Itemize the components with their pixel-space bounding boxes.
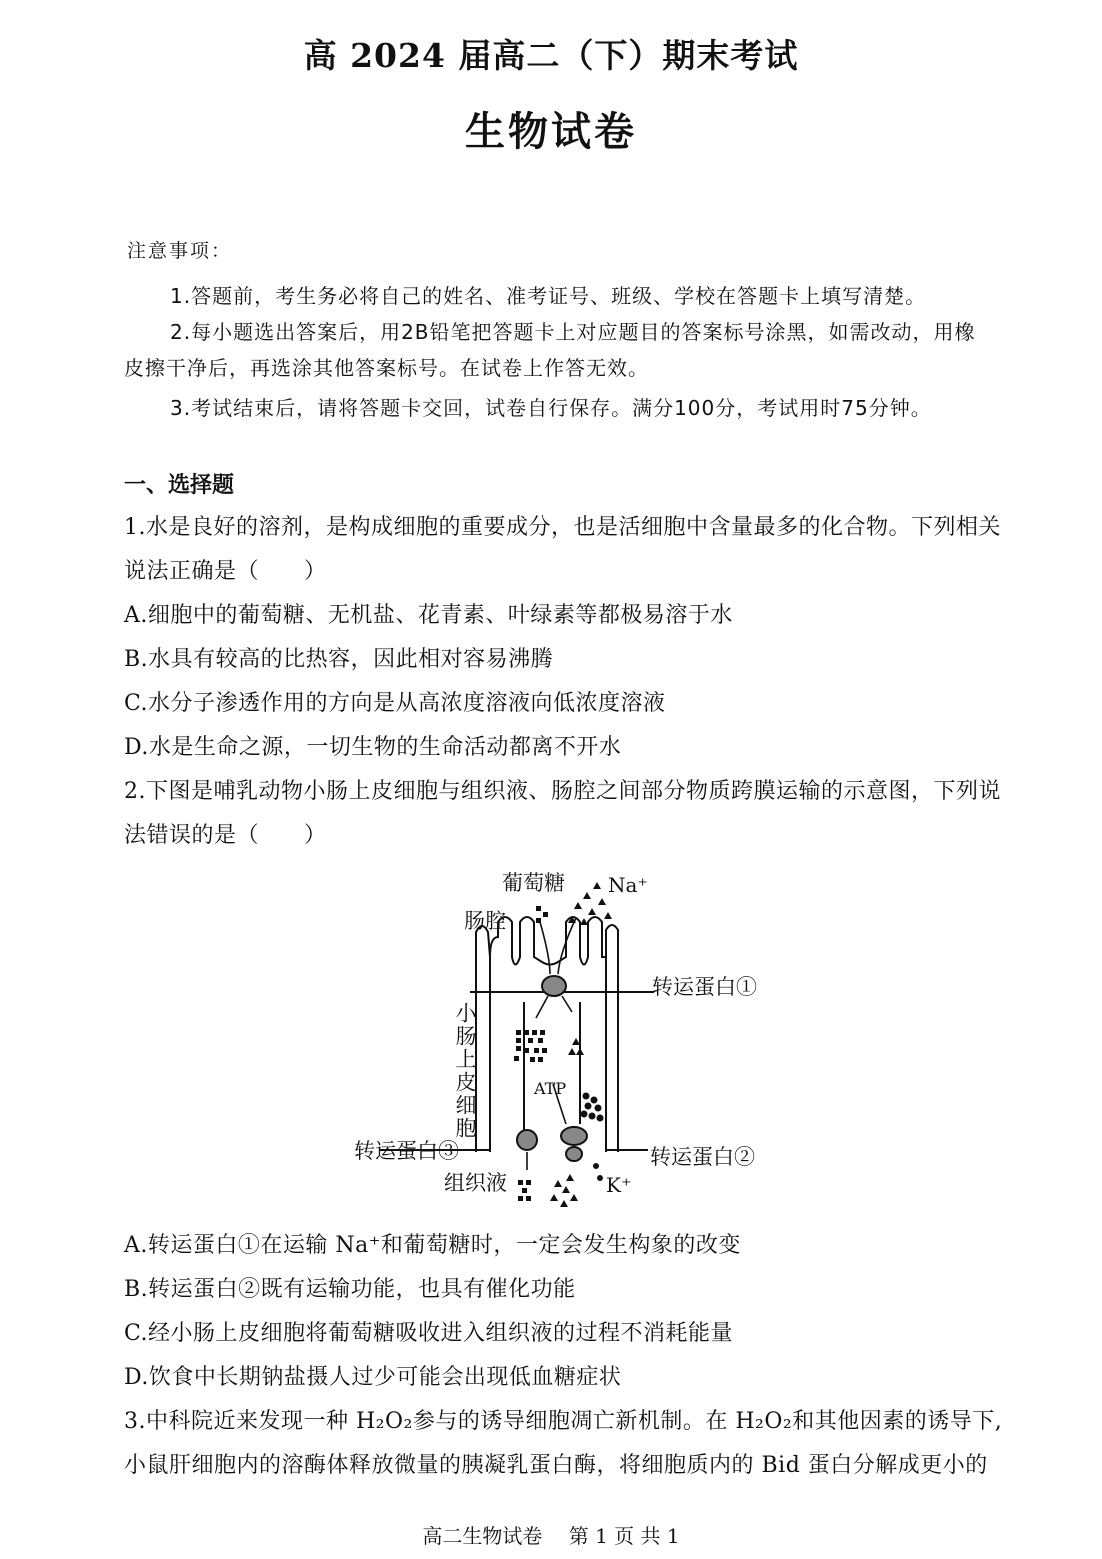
section-title: 一、选择题 bbox=[124, 472, 235, 498]
cell-label: 小肠上皮细胞 bbox=[453, 1002, 477, 1140]
atp-label: ATP bbox=[534, 1079, 567, 1098]
note-item-2: 2.每小题选出答案后，用2B铅笔把答题卡上对应题目的答案标号涂黑，如需改动，用橡 bbox=[170, 320, 976, 344]
note-item-3: 3.考试结束后，请将答题卡交回，试卷自行保存。满分100分，考试用时75分钟。 bbox=[170, 396, 932, 420]
q1-option-a: A.细胞中的葡萄糖、无机盐、花青素、叶绿素等都极易溶于水 bbox=[124, 603, 733, 628]
q2-option-c: C.经小肠上皮细胞将葡萄糖吸收进入组织液的过程不消耗能量 bbox=[124, 1321, 734, 1346]
exam-title: 高 2024 届高二（下）期末考试 bbox=[303, 36, 799, 75]
q2-stem: 2.下图是哺乳动物小肠上皮细胞与组织液、肠腔之间部分物质跨膜运输的示意图，下列说 bbox=[124, 779, 1001, 804]
transporter2-label: 转运蛋白② bbox=[650, 1145, 755, 1169]
transporter2-shape bbox=[561, 1127, 587, 1145]
na-label: Na⁺ bbox=[608, 873, 648, 897]
transport-diagram bbox=[340, 862, 800, 1212]
q1-option-b: B.水具有较高的比热容，因此相对容易沸腾 bbox=[124, 647, 554, 672]
glucose-label: 葡萄糖 bbox=[502, 871, 565, 895]
transporter3-shape bbox=[517, 1130, 537, 1150]
lumen-label: 肠腔 bbox=[464, 909, 506, 933]
q3-stem-cont: 小鼠肝细胞内的溶酶体释放微量的胰凝乳蛋白酶，将细胞质内的 Bid 蛋白分解成更小的 bbox=[124, 1453, 988, 1478]
k-label: K⁺ bbox=[606, 1173, 632, 1197]
transporter1-label: 转运蛋白① bbox=[652, 975, 757, 999]
page-footer: 高二生物试卷 第 1 页 共 1 bbox=[422, 1524, 680, 1548]
tissue-fluid-label: 组织液 bbox=[444, 1171, 507, 1195]
q2-option-b: B.转运蛋白②既有运输功能，也具有催化功能 bbox=[124, 1277, 576, 1302]
q2-option-d: D.饮食中长期钠盐摄人过少可能会出现低血糖症状 bbox=[124, 1365, 622, 1390]
notes-heading: 注意事项： bbox=[127, 240, 233, 262]
q1-stem-cont: 说法正确是（ ） bbox=[124, 559, 327, 584]
exam-subject: 生物试卷 bbox=[465, 108, 637, 155]
q1-option-c: C.水分子渗透作用的方向是从高浓度溶液向低浓度溶液 bbox=[124, 691, 666, 716]
q2-option-a: A.转运蛋白①在运输 Na⁺和葡萄糖时，一定会发生构象的改变 bbox=[124, 1233, 741, 1258]
note-item-2-cont: 皮擦干净后，再选涂其他答案标号。在试卷上作答无效。 bbox=[124, 356, 649, 380]
transporter1-shape bbox=[542, 976, 566, 996]
q1-option-d: D.水是生命之源，一切生物的生命活动都离不开水 bbox=[124, 735, 622, 760]
q3-stem: 3.中科院近来发现一种 H₂O₂参与的诱导细胞凋亡新机制。在 H₂O₂和其他因素的诱导下, bbox=[124, 1409, 1003, 1434]
q1-stem: 1.水是良好的溶剂，是构成细胞的重要成分，也是活细胞中含量最多的化合物。下列相关 bbox=[124, 515, 1001, 540]
note-item-1: 1.答题前，考生务必将自己的姓名、准考证号、班级、学校在答题卡上填写清楚。 bbox=[170, 284, 927, 308]
transporter3-label: 转运蛋白③ bbox=[354, 1139, 459, 1163]
q2-stem-cont: 法错误的是（ ） bbox=[124, 823, 327, 848]
